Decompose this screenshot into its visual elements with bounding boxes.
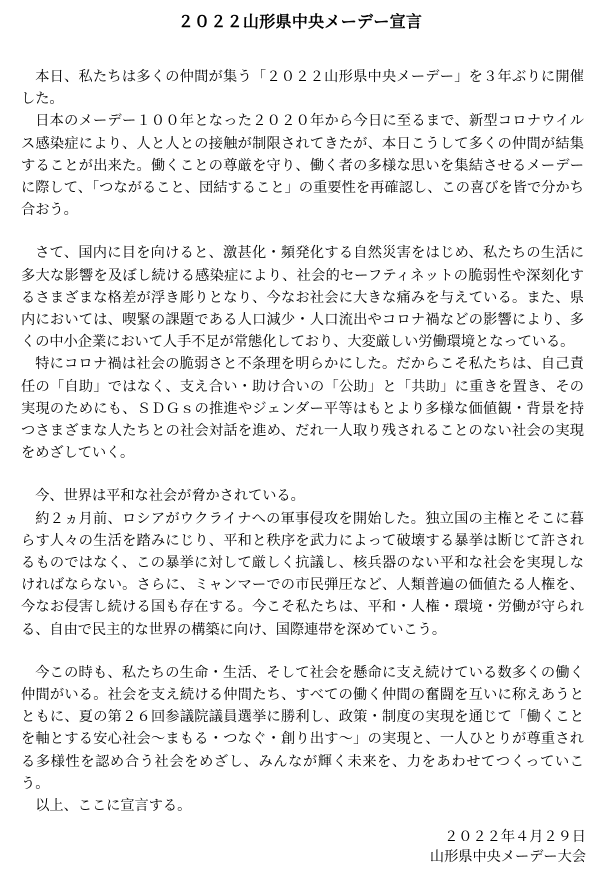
paragraph-mayday-100-years: 日本のメーデー１００年となった２０２０年から今日に至るまで、新型コロナウイルス感染症により、人と人との接触が制限されてきたが、本日こうして多くの仲間が結集することが出来た。働くことの尊厳を守り、働く者の多様な思いを集結させるメーデーに際して、「つながること、団結すること」の重要性を再確認し、この喜びを皆で分かち合おう。 bbox=[21, 113, 584, 219]
paragraph-opening: 本日、私たちは多くの仲間が集う「２０２２山形県中央メーデー」を３年ぶりに開催した。 bbox=[21, 69, 584, 108]
paragraph-gap bbox=[21, 641, 584, 662]
declaration-body bbox=[21, 66, 584, 817]
paragraph-gap bbox=[21, 221, 584, 242]
paragraph-domestic-issues: さて、国内に目を向けると、激甚化・頻発化する自然災害をはじめ、私たちの生活に多大な影響を及ぼし続ける感染症により、社会的セーフティネットの脆弱性や深刻化するさまざまな格差が浮き彫りとなり、今なお社会に大きな痛みを与えている。また、県内においては、喫緊の課題である人口減少・人口流出やコロナ禍などの影響により、多くの中小企業において人手不足が常態化しており、大変厳しい労働環境となっている。 bbox=[21, 245, 584, 351]
declaration-date: ２０２２年４月２９日 bbox=[444, 829, 586, 845]
paragraph-workers: 今この時も、私たちの生命・生活、そして社会を懸命に支え続けている数多くの働く仲間がいる。社会を支え続ける仲間たち、すべての働く仲間の奮闘を互いに称えあうとともに、夏の第２６回参議院議員選挙に勝利し、政策・制度の実現を通じて「働くことを軸とする安心社会〜まもる・つなぐ・創り出す〜」の実現と、一人ひとりが尊重される多様性を認め合う社会をめざし、みんなが輝く未来を、力をあわせてつくっていこう。 bbox=[21, 664, 584, 792]
paragraph-covid-society: 特にコロナ禍は社会の脆弱さと不条理を明らかにした。だからこそ私たちは、自己責任の「自助」ではなく、支え合い・助け合いの「公助」と「共助」に重きを置き、その実現のためにも、ＳＤＧｓの推進やジェンダー平等はもとより多様な価値観・背景を持つさまざまな人たちとの社会対話を進め、だれ一人取り残されることのない社会の実現をめざしていく。 bbox=[21, 356, 584, 462]
paragraph-gap bbox=[21, 464, 584, 485]
organization-name: 山形県中央メーデー大会 bbox=[429, 849, 586, 865]
document-title: ２０２２山形県中央メーデー宣言 bbox=[177, 12, 423, 31]
paragraph-ukraine: 約２ヵ月前、ロシアがウクライナへの軍事侵攻を開始した。独立国の主権とそこに暮らす人々の生活を踏みにじり、平和と秩序を武力によって破壊する暴挙は断じて許されるものではなく、この暴挙に対して厳しく抗議し、核兵器のない平和な社会を実現しなければならない。さらに、ミャンマーでの市民弾圧など、人類普遍の価値たる人権を、今なお侵害し続ける国も存在する。今こそ私たちは、平和・人権・環境・労働が守られる、自由で民主的な世界の構築に向け、国際連帯を深めていこう。 bbox=[21, 510, 584, 638]
signature-block bbox=[430, 827, 586, 867]
paragraph-world-peace: 今、世界は平和な社会が脅かされている。 bbox=[35, 488, 305, 505]
paragraph-closing: 以上、ここに宣言する。 bbox=[35, 798, 192, 815]
